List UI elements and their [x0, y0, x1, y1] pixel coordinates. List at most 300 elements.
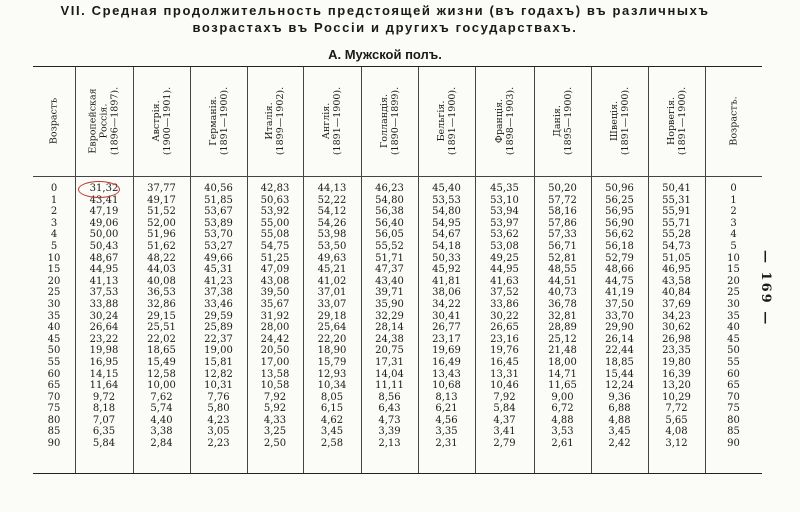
table-cell: 4: [50, 229, 58, 241]
table-cell: 53,10: [490, 194, 519, 206]
table-cell: 43,08: [260, 275, 290, 287]
table-cell: 2,50: [263, 438, 287, 450]
table-cell: 49,63: [317, 252, 347, 264]
table-cell: 75: [727, 403, 740, 415]
table-cell: 19,98: [89, 345, 119, 357]
section-subtitle: А. Мужской полъ.: [328, 47, 442, 62]
table-cell: 53,89: [204, 217, 233, 229]
table-cell: 6,35: [92, 426, 116, 438]
data-column: [591, 183, 648, 450]
table-cell: 29,59: [204, 310, 233, 322]
table-cell: 10,00: [147, 380, 176, 392]
table-cell: 4,40: [150, 414, 173, 426]
table-cell: 11,64: [89, 380, 119, 392]
table-cell: 9,36: [608, 391, 631, 403]
table-cell: 80: [47, 414, 61, 426]
table-cell: 34,22: [432, 298, 461, 310]
table-cell: 26,64: [89, 322, 119, 334]
table-cell: 53,08: [490, 240, 519, 252]
table-cell: 16,95: [89, 356, 119, 368]
table-cell: 5,80: [207, 403, 230, 415]
table-cell: 33,70: [605, 310, 634, 322]
table-cell: 49,66: [204, 252, 233, 264]
table-cell: 51,62: [147, 240, 176, 252]
data-column: [33, 183, 75, 450]
title-line-1: VII. Средная продолжительность предстоящей жизни (въ годахъ) въ различныхъ: [60, 3, 710, 18]
table-cell: 30,41: [432, 310, 461, 322]
table-cell: 50,20: [548, 183, 577, 194]
table-cell: 12,58: [147, 368, 176, 380]
table-cell: 56,38: [375, 206, 404, 218]
table-cell: 47,37: [375, 264, 404, 276]
table-cell: 26,65: [490, 322, 519, 334]
table-cell: 29,18: [317, 310, 347, 322]
table-cell: 60: [727, 368, 740, 380]
table-cell: 13,31: [490, 368, 519, 380]
table-cell: 39,50: [260, 287, 290, 299]
table-cell: 7,62: [150, 391, 173, 403]
table-cell: 8,13: [435, 391, 458, 403]
table-cell: 5,74: [150, 403, 173, 415]
table-cell: 36,53: [147, 287, 176, 299]
table-cell: 37,50: [605, 298, 634, 310]
table-cell: 53,98: [317, 229, 347, 241]
table-cell: 16,49: [432, 356, 461, 368]
table-cell: 23,35: [662, 345, 691, 357]
table-cell: 3,45: [608, 426, 631, 438]
table-cell: 21,48: [548, 345, 577, 357]
table-cell: 53,53: [432, 194, 461, 206]
table-cell: 37,01: [317, 287, 347, 299]
table-cell: 10,34: [317, 380, 347, 392]
column-header: [591, 67, 648, 176]
table-cell: 53,62: [490, 229, 519, 241]
table-cell: 37,38: [204, 287, 233, 299]
table-cell: 85: [727, 426, 740, 438]
table-cell: 17,31: [375, 356, 404, 368]
table-cell: 50: [727, 345, 740, 357]
table-cell: 90: [727, 438, 740, 450]
table-cell: 18,85: [605, 356, 634, 368]
table-cell: 54,67: [432, 229, 461, 241]
column-header: [303, 67, 361, 176]
table-cell: 50,33: [432, 252, 461, 264]
table-cell: 41,81: [432, 275, 461, 287]
table-cell: 57,72: [548, 194, 577, 206]
title-line-2: возрастахъ въ Россіи и другихъ государствахъ.: [192, 20, 578, 35]
table-cell: 4,56: [435, 414, 458, 426]
table-cell: 43,40: [375, 275, 404, 287]
table-cell: 45,92: [432, 264, 461, 276]
table-cell: 3,12: [665, 438, 688, 450]
table-cell: 35: [727, 310, 740, 322]
table-cell: 57,33: [548, 229, 577, 241]
table-cell: 37,53: [89, 287, 119, 299]
table-cell: 4,88: [608, 414, 631, 426]
table-cell: 40,56: [204, 183, 233, 194]
table-cell: 15,79: [317, 356, 347, 368]
table-cell: 37,69: [662, 298, 691, 310]
column-header-label: Бельгія. (1891—1900).: [435, 86, 458, 156]
table-cell: 2,42: [608, 438, 631, 450]
table-cell: 43,58: [662, 275, 691, 287]
table-cell: 22,02: [147, 333, 176, 345]
table-cell: 49,06: [89, 217, 119, 229]
table-cell: 26,77: [432, 322, 461, 334]
table-cell: 11,11: [375, 380, 404, 392]
table-cell: 1: [50, 194, 58, 206]
table-cell: 35: [47, 310, 61, 322]
page-number: — 169 —: [758, 250, 773, 327]
table-cell: 50,00: [89, 229, 119, 241]
table-cell: 56,71: [548, 240, 577, 252]
table-cell: 10,29: [662, 391, 691, 403]
table-cell: 6,88: [608, 403, 631, 415]
table-cell: 4,88: [551, 414, 574, 426]
table-cell: 40: [47, 322, 61, 334]
table-cell: 50,96: [605, 183, 634, 194]
table-cell: 52,00: [147, 217, 176, 229]
table-cell: 4,62: [320, 414, 344, 426]
table-cell: 6,21: [435, 403, 458, 415]
table-cell: 9,72: [92, 391, 116, 403]
table-cell: 30,22: [490, 310, 519, 322]
table-cell: 6,72: [551, 403, 574, 415]
table-cell: 11,65: [548, 380, 577, 392]
table-cell: 3,25: [263, 426, 287, 438]
table-cell: 52,81: [548, 252, 577, 264]
table-cell: 30: [47, 298, 61, 310]
table-cell: 23,17: [432, 333, 461, 345]
table-cell: 29,90: [605, 322, 634, 334]
table-cell: 40: [727, 322, 740, 334]
table-cell: 41,02: [317, 275, 347, 287]
table-cell: 2: [50, 206, 58, 218]
table-cell: 25: [47, 287, 61, 299]
data-column: [361, 183, 418, 450]
table-cell: 20,50: [260, 345, 290, 357]
table-cell: 53,97: [490, 217, 519, 229]
table-cell: 15,44: [605, 368, 634, 380]
table-cell: 12,93: [317, 368, 347, 380]
column-header: [648, 67, 705, 176]
table-cell: 22,44: [605, 345, 634, 357]
table-cell: 5,65: [665, 414, 688, 426]
table-cell: 58,16: [548, 206, 577, 218]
table-cell: 28,14: [375, 322, 404, 334]
table-cell: 49,17: [147, 194, 176, 206]
table-cell: 54,95: [432, 217, 461, 229]
table-cell: 37,52: [490, 287, 519, 299]
table-cell: 48,66: [605, 264, 634, 276]
table-cell: 55: [727, 356, 740, 368]
table-cell: 5,84: [92, 438, 116, 450]
table-cell: 2,61: [551, 438, 574, 450]
table-cell: 44,13: [317, 183, 347, 194]
data-column: [247, 183, 303, 450]
table-cell: 33,88: [89, 298, 119, 310]
table-cell: 45,31: [204, 264, 233, 276]
table-cell: 34,23: [662, 310, 691, 322]
table-cell: 25,12: [548, 333, 577, 345]
table-cell: 51,05: [662, 252, 691, 264]
table-cell: 56,40: [375, 217, 404, 229]
table-cell: 48,55: [548, 264, 577, 276]
table-cell: 10,68: [432, 380, 461, 392]
table-cell: 33,46: [204, 298, 233, 310]
table-cell: 80: [727, 414, 740, 426]
table-cell: 4,73: [378, 414, 401, 426]
column-header-label: Англія. (1891—1900).: [321, 86, 343, 156]
table-cell: 53,27: [204, 240, 233, 252]
table-cell: 31,92: [260, 310, 290, 322]
table-cell: 25,89: [204, 322, 233, 334]
table-cell: 20,75: [375, 345, 404, 357]
column-header-label: Германія. (1891—1900).: [207, 86, 230, 156]
table-cell: 10,46: [490, 380, 519, 392]
table-cell: 55,31: [662, 194, 691, 206]
table-cell: 19,80: [662, 356, 691, 368]
table-cell: 7,76: [207, 391, 230, 403]
table-cell: 6,43: [378, 403, 401, 415]
table-cell: 54,18: [432, 240, 461, 252]
column-header-label: Европейская Россія. (1896—1897).: [87, 86, 121, 156]
table-cell: 52,22: [317, 194, 347, 206]
table-cell: 44,95: [89, 264, 119, 276]
table-cell: 55,00: [260, 217, 290, 229]
table-cell: 50,43: [89, 240, 119, 252]
table-cell: 45,40: [432, 183, 461, 194]
table-cell: 18,65: [147, 345, 176, 357]
table-cell: 18,00: [548, 356, 577, 368]
table-cell: 55,52: [375, 240, 404, 252]
table-cell: 35,67: [260, 298, 290, 310]
data-column: [418, 183, 475, 450]
table-cell: 51,25: [260, 252, 290, 264]
table-cell: 15,81: [204, 356, 233, 368]
table-cell: 46,95: [662, 264, 691, 276]
table-cell: 5: [50, 240, 58, 252]
table-cell: 26,98: [662, 333, 691, 345]
table-cell: 40,84: [662, 287, 691, 299]
table-cell: 4,37: [493, 414, 516, 426]
table-cell: 40,73: [548, 287, 577, 299]
table-cell: 45,35: [490, 183, 519, 194]
table-cell: 56,18: [605, 240, 634, 252]
table-cell: 31,32: [89, 183, 119, 194]
table-cell: 40,08: [147, 275, 176, 287]
table-cell: 30,24: [89, 310, 119, 322]
table-cell: 50: [47, 345, 61, 357]
table-cell: 5: [730, 240, 737, 252]
table-cell: 51,71: [375, 252, 404, 264]
table-cell: 2,31: [435, 438, 458, 450]
table-cell: 3,38: [150, 426, 173, 438]
data-column: [190, 183, 247, 450]
data-column: [534, 183, 591, 450]
table-cell: 14,04: [375, 368, 404, 380]
table-cell: 3: [50, 217, 58, 229]
header-divider: [33, 176, 762, 177]
table-cell: 14,15: [89, 368, 119, 380]
column-header: [33, 67, 75, 176]
table-cell: 8,05: [320, 391, 344, 403]
table-cell: 48,22: [147, 252, 176, 264]
table-cell: 0: [50, 183, 58, 194]
column-header: [133, 67, 190, 176]
table-cell: 38,06: [432, 287, 461, 299]
table-cell: 25,51: [147, 322, 176, 334]
table-cell: 32,81: [548, 310, 577, 322]
table-cell: 49,25: [490, 252, 519, 264]
table-cell: 17,00: [260, 356, 290, 368]
data-column: [133, 183, 190, 450]
table-cell: 6,15: [320, 403, 344, 415]
table-cell: 15,49: [147, 356, 176, 368]
table-cell: 54,12: [317, 206, 347, 218]
table-cell: 25: [727, 287, 740, 299]
table-cell: 4,23: [207, 414, 230, 426]
table-cell: 3,05: [207, 426, 230, 438]
table-cell: 35,90: [375, 298, 404, 310]
table-cell: 3: [730, 217, 737, 229]
table-cell: 23,16: [490, 333, 519, 345]
data-column: [705, 183, 762, 450]
table-cell: 55: [47, 356, 61, 368]
column-header: [475, 67, 534, 176]
table-cell: 7,92: [263, 391, 287, 403]
table-cell: 55,28: [662, 229, 691, 241]
table-cell: 14,71: [548, 368, 577, 380]
table-cell: 32,86: [147, 298, 176, 310]
table-cell: 3,35: [435, 426, 458, 438]
table-cell: 54,75: [260, 240, 290, 252]
table-cell: 75: [47, 403, 61, 415]
table-cell: 4,08: [665, 426, 688, 438]
table-cell: 12,82: [204, 368, 233, 380]
table-cell: 3,53: [551, 426, 574, 438]
table-cell: 51,85: [204, 194, 233, 206]
column-header-label: Возрастъ.: [728, 96, 739, 146]
table-cell: 85: [47, 426, 61, 438]
table-cell: 42,83: [260, 183, 290, 194]
table-cell: 24,38: [375, 333, 404, 345]
column-header: [247, 67, 303, 176]
table-cell: 3,45: [320, 426, 344, 438]
table-cell: 30,62: [662, 322, 691, 334]
circled-annotation: [78, 181, 120, 198]
table-cell: 18,90: [317, 345, 347, 357]
table-cell: 0: [730, 183, 737, 194]
table-cell: 50,41: [662, 183, 691, 194]
table-cell: 53,67: [204, 206, 233, 218]
table-cell: 20: [47, 275, 61, 287]
column-header-label: Возрастъ: [48, 97, 60, 145]
table-cell: 15: [727, 264, 740, 276]
table-cell: 41,63: [490, 275, 519, 287]
table-cell: 10: [727, 252, 740, 264]
table-cell: 2,58: [320, 438, 344, 450]
table-cell: 10,31: [204, 380, 233, 392]
table-cell: 70: [727, 391, 740, 403]
table-cell: 13,58: [260, 368, 290, 380]
table-cell: 51,96: [147, 229, 176, 241]
table-cell: 90: [47, 438, 61, 450]
column-header: [534, 67, 591, 176]
table-cell: 44,51: [548, 275, 577, 287]
table-cell: 56,05: [375, 229, 404, 241]
table-cell: 33,86: [490, 298, 519, 310]
table-cell: 12,24: [605, 380, 634, 392]
data-column: [475, 183, 534, 450]
table-cell: 56,62: [605, 229, 634, 241]
table-cell: 19,76: [490, 345, 519, 357]
table-cell: 16,39: [662, 368, 691, 380]
table-cell: 2,79: [493, 438, 516, 450]
table-cell: 52,79: [605, 252, 634, 264]
table-cell: 3,41: [493, 426, 516, 438]
table-cell: 70: [47, 391, 61, 403]
table-cell: 44,95: [490, 264, 519, 276]
table-cell: 51,52: [147, 206, 176, 218]
table-cell: 48,67: [89, 252, 119, 264]
table-cell: 2,23: [207, 438, 230, 450]
column-header: [75, 67, 133, 176]
table-cell: 30: [727, 298, 740, 310]
table-cell: 7,07: [92, 414, 116, 426]
column-header-label: Данія. (1895—1900).: [551, 86, 574, 156]
table-cell: 41,19: [605, 287, 634, 299]
table-cell: 60: [47, 368, 61, 380]
table-cell: 36,78: [548, 298, 577, 310]
table-cell: 45,21: [317, 264, 347, 276]
column-header-label: Франція. (1898—1903).: [493, 86, 516, 156]
table-cell: 45: [727, 333, 740, 345]
table-cell: 3,39: [378, 426, 401, 438]
table-cell: 2: [730, 206, 737, 218]
table-cell: 22,20: [317, 333, 347, 345]
table-cell: 39,71: [375, 287, 404, 299]
table-cell: 10: [47, 252, 61, 264]
table-cell: 53,94: [490, 206, 519, 218]
table-cell: 46,23: [375, 183, 404, 194]
table-cell: 28,89: [548, 322, 577, 334]
column-header-label: Голландія. (1890—1899).: [378, 86, 401, 156]
column-header: [418, 67, 475, 176]
table-cell: 41,23: [204, 275, 233, 287]
table-cell: 54,80: [375, 194, 404, 206]
table-cell: 33,07: [317, 298, 347, 310]
table-cell: 5,84: [493, 403, 516, 415]
table-cell: 25,64: [317, 322, 347, 334]
table-cell: 2,13: [378, 438, 401, 450]
table-cell: 57,86: [548, 217, 577, 229]
table-cell: 53,70: [204, 229, 233, 241]
table-cell: 5,92: [263, 403, 287, 415]
table-cell: 19,00: [204, 345, 233, 357]
table-cell: 29,15: [147, 310, 176, 322]
table-cell: 44,03: [147, 264, 176, 276]
table-cell: 65: [727, 380, 740, 392]
table-cell: 10,58: [260, 380, 290, 392]
table-cell: 41,13: [89, 275, 119, 287]
table-cell: 23,22: [89, 333, 119, 345]
table-title: [0, 2, 770, 36]
data-column: [648, 183, 705, 450]
column-header: [190, 67, 247, 176]
column-header: [361, 67, 418, 176]
table-cell: 2,84: [150, 438, 173, 450]
